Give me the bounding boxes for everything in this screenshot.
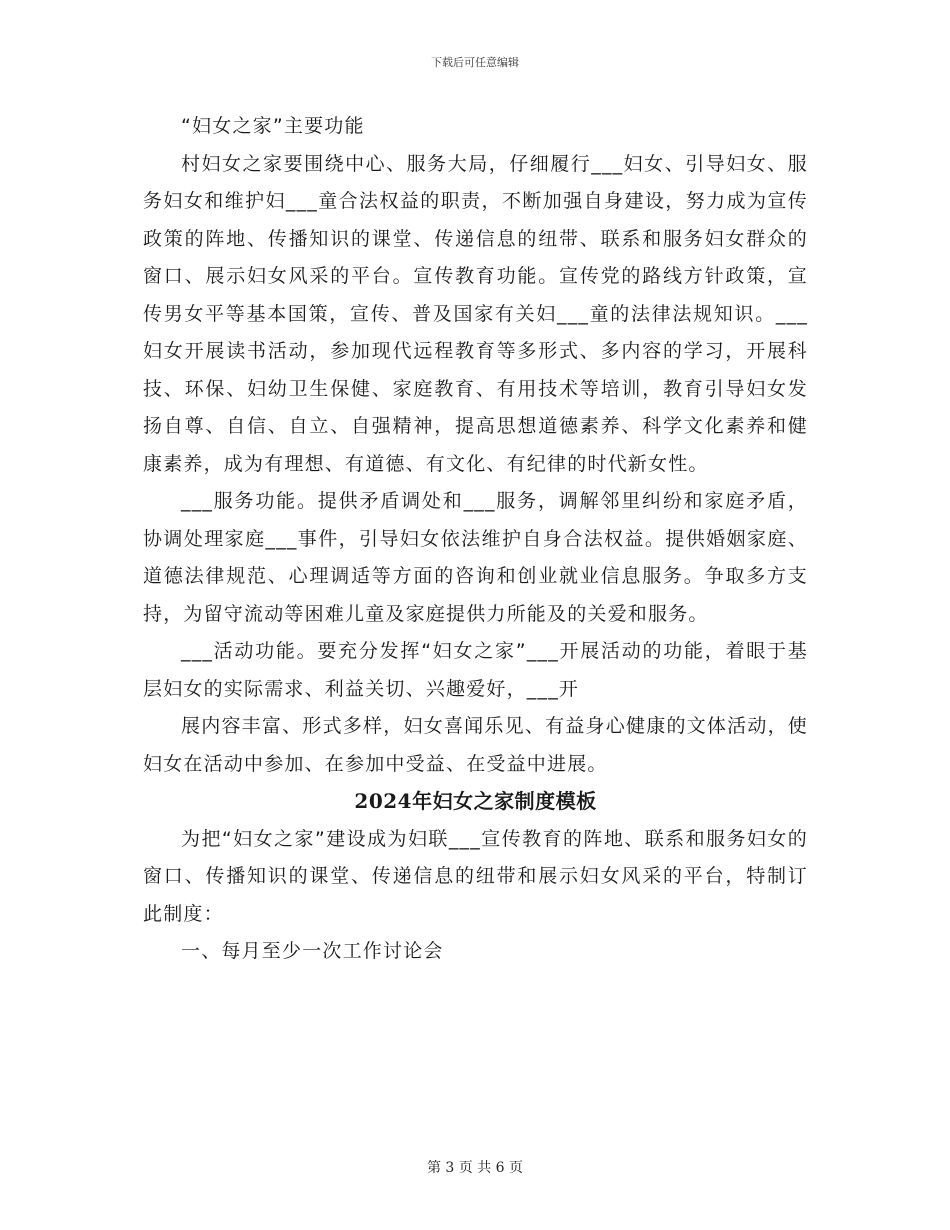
section-heading: “妇女之家”主要功能 — [181, 115, 365, 137]
list-item: 一、每月至少一次工作讨论会 — [181, 940, 444, 962]
paragraph: ___活动功能。要充分发挥“妇女之家”___开展活动的功能，着眼于基层妇女的实际需求、利益关切、兴趣爱好，___开 — [143, 640, 808, 700]
document-title: 2024年妇女之家制度模板 — [354, 789, 597, 813]
paragraph: ___服务功能。提供矛盾调处和___服务，调解邻里纠纷和家庭矛盾，协调处理家庭___事件，引导妇女依法维护自身合法权益。提供婚姻家庭、道德法律规范、心理调适等方面的咨询和创业就业信息服务。争取多方支持，为留守流动等困难儿童及家庭提供力所能及的关爱和服务。 — [143, 490, 808, 625]
header-note: 下载后可任意编辑 — [431, 56, 519, 69]
document-body — [143, 108, 808, 971]
paragraph: 为把“妇女之家”建设成为妇联___宣传教育的阵地、联系和服务妇女的窗口、传播知识的课堂、传递信息的纽带和展示妇女风采的平台，特制订此制度： — [143, 827, 808, 925]
paragraph: 展内容丰富、形式多样，妇女喜闻乐见、有益身心健康的文体活动，使妇女在活动中参加、在参加中受益、在受益中进展。 — [143, 715, 808, 775]
page-number: 第 3 页 共 6 页 — [426, 1160, 524, 1176]
paragraph: 村妇女之家要围绕中心、服务大局，仔细履行___妇女、引导妇女、服务妇女和维护妇___童合法权益的职责，不断加强自身建设，努力成为宣传政策的阵地、传播知识的课堂、传递信息的纽带、联系和服务妇女群众的窗口、展示妇女风采的平台。宣传教育功能。宣传党的路线方针政策，宣传男女平等基本国策，宣传、普及国家有关妇___童的法律法规知识。___妇女开展读书活动，参加现代远程教育等多形式、多内容的学习，开展科技、环保、妇幼卫生保健、家庭教育、有用技术等培训，教育引导妇女发扬自尊、自信、自立、自强精神，提高思想道德素养、科学文化素养和健康素养，成为有理想、有道德、有文化、有纪律的时代新女性。 — [143, 152, 808, 475]
